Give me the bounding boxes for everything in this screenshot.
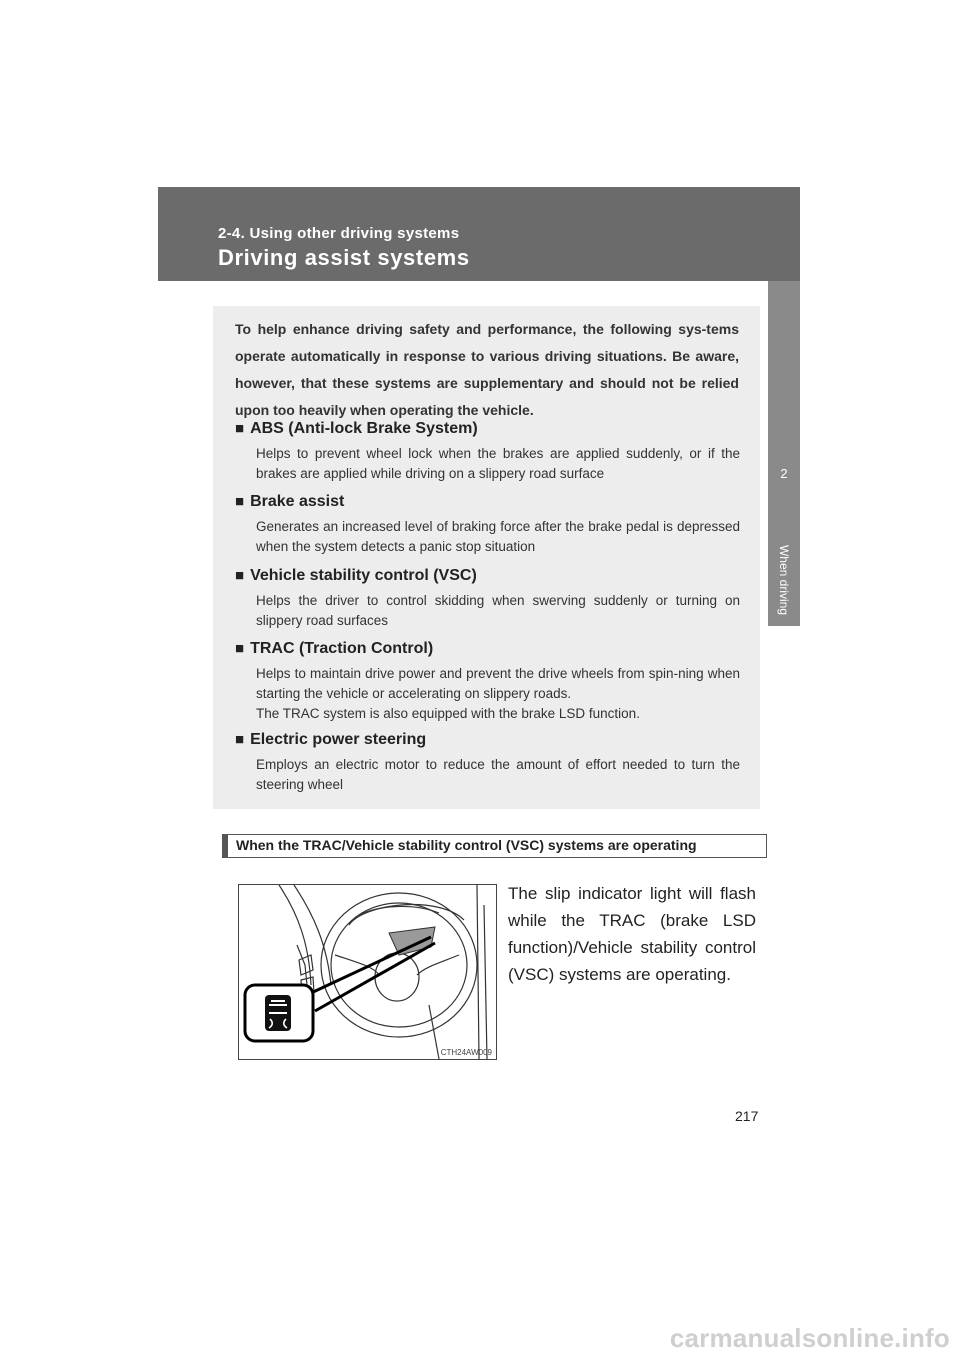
chapter-header — [158, 187, 800, 281]
feature-body: Helps the driver to control skidding when swerving suddenly or turning on slippery road surfaces — [256, 593, 740, 628]
section-bar-label: When the TRAC/Vehicle stability control (VSC) systems are operating — [236, 837, 697, 853]
square-bullet-icon: ■ — [235, 640, 245, 657]
feature-title: Vehicle stability control (VSC) — [250, 567, 477, 584]
feature-title: TRAC (Traction Control) — [250, 640, 434, 657]
feature-trac — [235, 638, 740, 724]
feature-body-extra: The TRAC system is also equipped with the brake LSD function. — [256, 706, 640, 721]
square-bullet-icon: ■ — [235, 493, 245, 510]
feature-title: Brake assist — [250, 493, 345, 510]
feature-title: ABS (Anti-lock Brake System) — [250, 420, 478, 437]
feature-body: Helps to maintain drive power and prevent the drive wheels from spin-ning when starting the vehicle or accelerating on slippery roads. — [256, 666, 740, 701]
section-bar — [222, 834, 767, 858]
feature-body: Generates an increased level of braking force after the brake pedal is depressed when the system detects a panic stop situation — [256, 519, 740, 554]
feature-brake-assist — [235, 491, 740, 557]
feature-vsc — [235, 565, 740, 631]
steering-wheel-illustration — [239, 885, 496, 1059]
square-bullet-icon: ■ — [235, 731, 245, 748]
figure-code: CTH24AW009 — [440, 1048, 492, 1057]
chapter-label: When driving — [777, 544, 791, 616]
intro-text: To help enhance driving safety and performance, the following sys-tems operate automatically in response to various driving situations. Be aware, however, that these systems are supplementary and should not be relied upon too heavily when operating the vehicle. — [235, 321, 739, 418]
feature-title: Electric power steering — [250, 731, 427, 748]
slip-indicator-icon — [265, 995, 291, 1031]
feature-eps — [235, 729, 740, 795]
feature-abs — [235, 418, 740, 484]
page-number: 217 — [735, 1108, 759, 1124]
square-bullet-icon: ■ — [235, 567, 245, 584]
footer-watermark[interactable]: carmanualsonline.info — [669, 1323, 950, 1353]
section-title: 2-4. Using other driving systems — [218, 225, 460, 242]
page-title: Driving assist systems — [218, 245, 470, 270]
dashboard-illustration — [238, 884, 497, 1060]
square-bullet-icon: ■ — [235, 420, 245, 437]
chapter-number: 2 — [780, 466, 788, 481]
feature-body: Helps to prevent wheel lock when the brakes are applied suddenly, or if the brakes are applied while driving on a slippery road surface — [256, 446, 740, 481]
feature-body: Employs an electric motor to reduce the amount of effort needed to turn the steering wheel — [256, 757, 740, 792]
body-text: The slip indicator light will flash while the TRAC (brake LSD function)/Vehicle stability control (VSC) systems are operating. — [508, 884, 756, 984]
